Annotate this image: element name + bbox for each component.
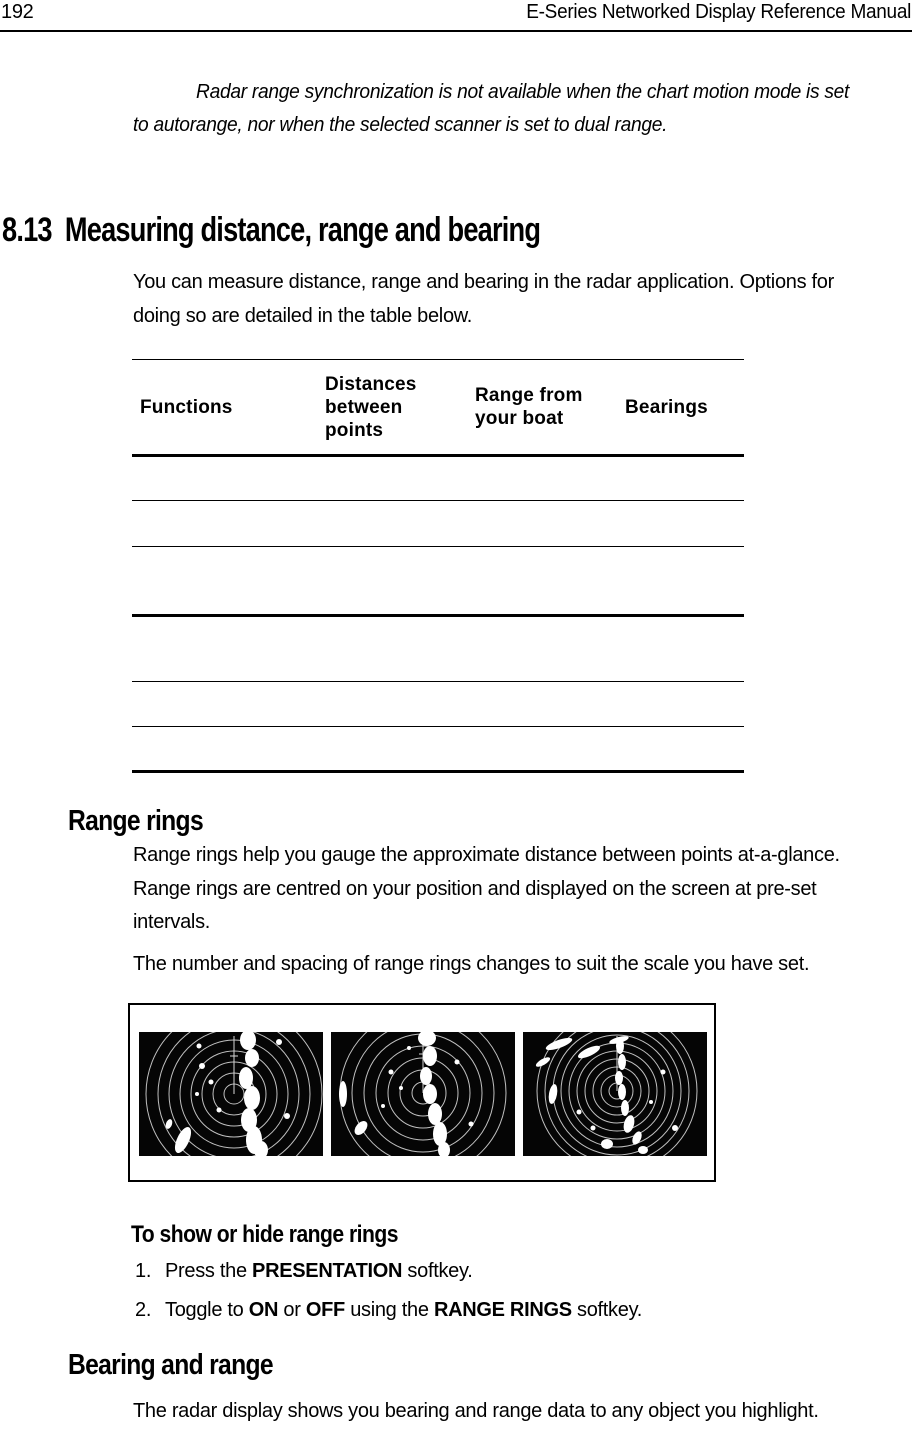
table-row: [132, 682, 744, 727]
table-header-distances: Distances between points: [325, 373, 417, 441]
table-header-bearings: Bearings: [625, 396, 708, 418]
note-line-1: Radar range synchronization is not available when the chart motion mode is set: [196, 81, 850, 103]
table-row: [132, 501, 744, 547]
range-rings-line-2: Range rings are centred on your position and displayed on the screen at pre-set: [133, 878, 817, 900]
step-text: softkey.: [402, 1260, 473, 1282]
range-rings-line-1: Range rings help you gauge the approximate distance between points at-a-glance.: [133, 844, 840, 866]
radar-screenshot-2: [331, 1032, 515, 1156]
table-header-functions: Functions: [140, 396, 233, 418]
softkey-name: RANGE RINGS: [433, 1299, 572, 1321]
section-heading: [2, 211, 540, 250]
show-hide-heading: To show or hide range rings: [131, 1221, 398, 1248]
radar-screenshot-3: [523, 1032, 707, 1156]
section-title: Measuring distance, range and bearing: [64, 211, 541, 249]
bearing-range-paragraph: The radar display shows you bearing and range data to any object you highlight.: [133, 1400, 819, 1422]
section-number: 8.13: [2, 211, 52, 249]
header-rule: [0, 30, 912, 32]
radar-figure: [128, 1003, 716, 1182]
step-1: [135, 1258, 472, 1284]
manual-title: E-Series Networked Display Reference Manual: [526, 1, 911, 23]
note-line-2: to autorange, nor when the selected scanner is set to dual range.: [133, 114, 668, 136]
bearing-range-heading: Bearing and range: [68, 1349, 273, 1381]
table-row: [132, 727, 744, 773]
table-header-row: [132, 359, 744, 457]
step-text: or: [278, 1299, 306, 1321]
step-text: Press the: [165, 1260, 253, 1282]
step-2: [135, 1297, 642, 1323]
range-rings-line-3: intervals.: [133, 911, 211, 933]
range-rings-note: The number and spacing of range rings changes to suit the scale you have set.: [133, 953, 810, 975]
radar-screenshot-1: [139, 1032, 323, 1156]
step-number: 1.: [135, 1260, 152, 1282]
intro-line-1: You can measure distance, range and bearing in the radar application. Options for: [133, 271, 834, 293]
table-row: [132, 457, 744, 501]
softkey-name: PRESENTATION: [252, 1260, 403, 1282]
table-header-range: Range from your boat: [475, 385, 583, 429]
step-text: softkey.: [571, 1299, 643, 1321]
option-off: OFF: [305, 1299, 345, 1321]
intro-line-2: doing so are detailed in the table below.: [133, 305, 473, 327]
option-on: ON: [248, 1299, 279, 1321]
table-row: [132, 547, 744, 617]
range-rings-heading: Range rings: [68, 805, 203, 837]
step-text: Toggle to: [165, 1299, 249, 1321]
table-row: [132, 617, 744, 682]
step-number: 2.: [135, 1299, 152, 1321]
page-number: 192: [1, 1, 34, 23]
functions-table: [132, 359, 744, 773]
step-text: using the: [344, 1299, 434, 1321]
